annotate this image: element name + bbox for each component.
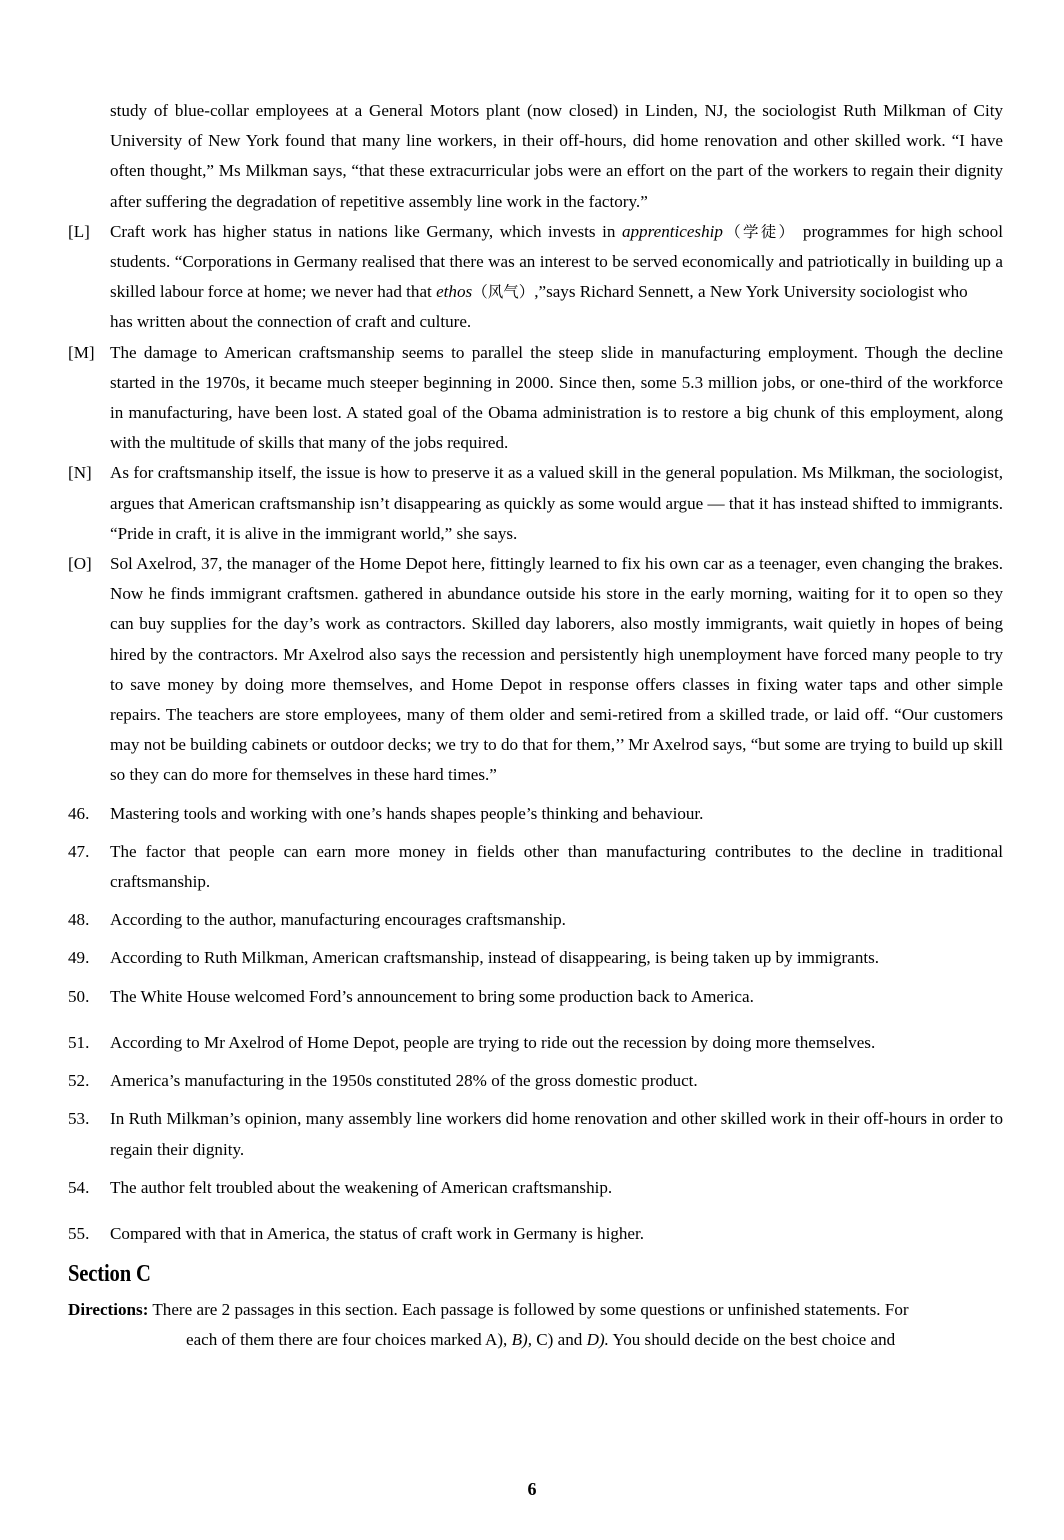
text-run: As for craftsmanship itself, the issue is how to preserve it as a valued skill in the general population. Ms Milkman, the sociologist, argues that American craftsmanship isn’t disappearing as quickly as some would argue — that it has instead shifted to immigrants. “Pride in craft, it is alive in the immigrant world,” she says. bbox=[110, 463, 1003, 543]
paragraph-marker: [M] bbox=[68, 342, 95, 362]
spacer bbox=[68, 1012, 1003, 1028]
spacer bbox=[68, 1096, 1003, 1104]
spacer bbox=[68, 974, 1003, 982]
question-number: 52. bbox=[68, 1071, 90, 1091]
spacer bbox=[68, 897, 1003, 905]
question-statement bbox=[68, 1219, 1003, 1249]
question-text: In Ruth Milkman’s opinion, many assembly line workers did home renovation and other skilled work in their off-hours in order to regain their dignity. bbox=[110, 1109, 1003, 1159]
question-text: According to Ruth Milkman, American craftsmanship, instead of disappearing, is being taken up by immigrants. bbox=[110, 948, 880, 968]
directions-line-2 bbox=[68, 1325, 1003, 1355]
question-number: 53. bbox=[68, 1109, 90, 1129]
question-number: 48. bbox=[68, 910, 90, 930]
question-statement bbox=[68, 799, 1003, 829]
question-text: The factor that people can earn more money in fields other than manufacturing contributes to the decline in traditional craftsmanship. bbox=[110, 841, 1003, 892]
question-number: 46. bbox=[68, 803, 90, 823]
spacer bbox=[68, 1203, 1003, 1219]
italic-term: B), bbox=[511, 1330, 532, 1350]
question-statement-list bbox=[68, 799, 1003, 1257]
passage-paragraph-continued bbox=[68, 96, 1003, 217]
italic-term: D). bbox=[586, 1330, 609, 1350]
text-run: ,”says Richard Sennett, a New York University sociologist who bbox=[534, 282, 968, 302]
question-statement bbox=[68, 1028, 1003, 1058]
question-text: The author felt troubled about the weakening of American craftsmanship. bbox=[110, 1177, 613, 1197]
question-statement bbox=[68, 1173, 1003, 1203]
spacer bbox=[68, 829, 1003, 837]
paragraph-text: study of blue-collar employees at a General Motors plant (now closed) in Linden, NJ, the sociologist Ruth Milkman of City University of New York found that many line workers, in their off-hours, did home renovation and other skilled work. “I have often thought,” Ms Milkman says, “that these extracurricular jobs were an effort on the part of the workers to regain their dignity after suffering the degradation of repetitive assembly line work in the factory.” bbox=[110, 101, 1003, 211]
question-number: 54. bbox=[68, 1177, 90, 1197]
paragraph-marker: [N] bbox=[68, 463, 92, 483]
paragraph-marker: [L] bbox=[68, 221, 90, 241]
chinese-gloss: （学徒） bbox=[722, 222, 797, 241]
text-run: The damage to American craftsmanship seems to parallel the steep slide in manufacturing employment. Though the decline started in the 1970s, it became much steeper beginning in 2000. Since then, some 5.3 million jobs, or one-third of the workforce in manufacturing, have been lost. A stated goal of the Obama administration is to restore a big chunk of this employment, along with the multitude of skills that many of the jobs required. bbox=[110, 342, 1003, 453]
text-run: You should decide on the best choice and bbox=[608, 1330, 896, 1350]
question-number: 55. bbox=[68, 1223, 90, 1243]
text-run: C) and bbox=[532, 1330, 587, 1350]
question-number: 49. bbox=[68, 948, 90, 968]
page-content bbox=[68, 96, 1003, 1356]
section-c-heading: Section C bbox=[68, 1261, 151, 1288]
italic-term: ethos bbox=[436, 282, 473, 302]
question-statement bbox=[68, 1066, 1003, 1096]
spacer bbox=[68, 935, 1003, 943]
spacer bbox=[68, 1058, 1003, 1066]
passage-paragraph bbox=[68, 338, 1003, 459]
question-text: According to Mr Axelrod of Home Depot, people are trying to ride out the recession by doing more themselves. bbox=[110, 1032, 876, 1052]
question-text: Mastering tools and working with one’s hands shapes people’s thinking and behaviour. bbox=[110, 803, 704, 823]
text-run: each of them there are four choices marked A), bbox=[186, 1330, 512, 1350]
text-run: Craft work has higher status in nations like Germany, which invests in bbox=[110, 221, 622, 241]
spacer bbox=[68, 1249, 1003, 1257]
question-statement bbox=[68, 905, 1003, 935]
directions-label: Directions: bbox=[68, 1300, 149, 1320]
page-number: 6 bbox=[527, 1479, 537, 1499]
question-number: 50. bbox=[68, 986, 90, 1006]
passage-paragraph bbox=[68, 549, 1003, 791]
paragraph-runover-line: has written about the connection of craft and culture. bbox=[110, 312, 472, 332]
directions-line-1: There are 2 passages in this section. Each passage is followed by some questions or unfinished statements. For bbox=[148, 1300, 909, 1320]
spacer bbox=[68, 1165, 1003, 1173]
italic-term: apprenticeship bbox=[621, 221, 723, 241]
paragraph-marker: [O] bbox=[68, 554, 92, 574]
question-statement bbox=[68, 982, 1003, 1012]
question-text: America’s manufacturing in the 1950s constituted 28% of the gross domestic product. bbox=[110, 1071, 698, 1091]
question-statement bbox=[68, 837, 1003, 897]
paragraph-text bbox=[110, 554, 1003, 784]
paragraph-text bbox=[110, 343, 1003, 453]
spacer bbox=[68, 791, 1003, 799]
question-text: According to the author, manufacturing encourages craftsmanship. bbox=[110, 910, 566, 930]
text-run: programmes for high school students. “Corporations in Germany realised that there was an interest to be served economically and patriotically in building up a skilled labour force at home; we never had that bbox=[110, 221, 1003, 302]
question-number: 51. bbox=[68, 1032, 90, 1052]
question-statement bbox=[68, 1104, 1003, 1164]
lettered-paragraph-list bbox=[68, 217, 1003, 791]
question-statement bbox=[68, 943, 1003, 973]
section-c-directions bbox=[68, 1295, 1003, 1355]
chinese-gloss: （风气） bbox=[472, 283, 535, 302]
question-number: 47. bbox=[68, 841, 90, 861]
question-text: The White House welcomed Ford’s announcement to bring some production back to America. bbox=[110, 986, 754, 1006]
paragraph-text bbox=[110, 222, 1003, 301]
question-text: Compared with that in America, the status of craft work in Germany is higher. bbox=[110, 1223, 645, 1243]
passage-paragraph bbox=[68, 458, 1003, 549]
text-run: Sol Axelrod, 37, the manager of the Home Depot here, fittingly learned to fix his own car as a teenager, even changing the brakes. Now he finds immigrant craftsmen. gathered in abundance outside his store in the early morning, waiting for it to open so they can buy supplies for the day’s work as contractors. Skilled day laborers, also mostly immigrants, wait quietly in hopes of being hired by the contractors. Mr Axelrod also says the recession and persistently high unemployment have forced many people to try to save money by doing more themselves, and Home Depot in response offers classes in fixing water taps and other simple repairs. The teachers are store employees, many of them older and semi-retired from a skilled trade, or laid off. “Our customers may not be building cabinets or outdoor decks; we try to do that for them,’’ Mr Axelrod says, “but some are trying to build up skill so they can do more for themselves in these hard times.” bbox=[110, 554, 1003, 785]
paragraph-text bbox=[110, 463, 1003, 542]
passage-paragraph bbox=[68, 217, 1003, 338]
